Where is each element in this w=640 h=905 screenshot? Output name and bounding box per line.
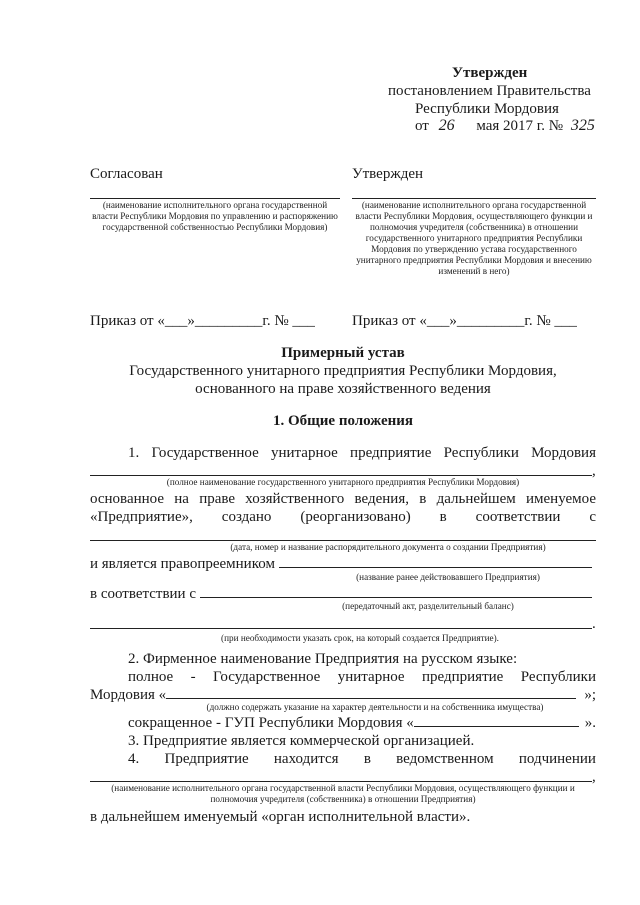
p1-note-3: (название ранее действовавшего Предприятия) <box>356 572 540 582</box>
p2-line2-word: - <box>190 669 196 685</box>
p4-word: в <box>363 751 371 767</box>
p1-comma: , <box>592 463 596 479</box>
p1-note-4: (передаточный акт, разделительный баланс) <box>342 601 514 611</box>
p2-line2-word: предприятие <box>422 669 504 685</box>
p1-line5-blank <box>200 597 592 598</box>
p3: 3. Предприятие является коммерческой организацией. <box>128 733 475 749</box>
approval-line2: Республики Мордовия <box>415 101 559 117</box>
p2-line4-prefix: сокращенное - ГУП Республики Мордовия « <box>128 715 414 731</box>
p1-line5-text: в соответствии с <box>90 586 196 602</box>
p1-line3-word: (реорганизовано) <box>300 509 411 525</box>
left-block-note: (наименование исполнительного органа государственной власти Республики Мордовия по управлению и распоряжению государственной собственностью Республики Мордовия) <box>92 200 338 232</box>
p2-line2-word: унитарное <box>337 669 405 685</box>
p2-line2 <box>128 668 596 686</box>
p2-line1: 2. Фирменное наименование Предприятия на русском языке: <box>128 651 518 667</box>
p1-line3-word: «Предприятие», <box>90 509 193 525</box>
right-block-title: Утвержден <box>352 166 424 182</box>
p1-note-5: (при необходимости указать срок, на который создается Предприятие). <box>221 633 499 643</box>
charter-subtitle-2: основанного на праве хозяйственного ведения <box>195 381 491 397</box>
p4-word: 4. <box>128 751 140 767</box>
p1-blank-line-2 <box>90 540 596 541</box>
p1-period: . <box>592 616 596 632</box>
p1-line1: 1. Государственное унитарное предприятие Республики Мордовия <box>128 445 596 461</box>
p2-line4 <box>128 714 596 732</box>
p2-line2-word: полное <box>128 669 174 685</box>
p1-line3 <box>90 508 596 526</box>
p4-comma: , <box>592 769 596 785</box>
approval-date-prefix: от <box>415 118 429 134</box>
left-block-line <box>90 198 340 199</box>
p4-line1 <box>128 750 596 768</box>
p1-line4-text: и является правопреемником <box>90 556 275 572</box>
p4-word: Предприятие <box>164 751 249 767</box>
approval-title: Утвержден <box>452 65 528 81</box>
p2-line4-suffix: ». <box>584 715 596 731</box>
p2-line3-suffix: »; <box>584 687 596 703</box>
p4-word: ведомственном <box>396 751 494 767</box>
right-block-line <box>352 198 596 199</box>
p2-line4-blank <box>414 726 579 727</box>
approval-date <box>415 117 595 135</box>
p1-line2: основанное на праве хозяйственного ведения, в дальнейшем именуемое <box>90 491 596 507</box>
charter-title: Примерный устав <box>281 345 405 361</box>
p2-line3-prefix: Мордовия « <box>90 687 167 703</box>
p4-word: находится <box>273 751 339 767</box>
p1-line4 <box>90 555 596 573</box>
right-block-note: (наименование исполнительного органа государственной власти Республики Мордовия, осуществляющего функции и полномочия учредителя (собственника) в отношении государственного унитарного предприятия Республики Мордовия по утверждению устава государственного унитарного предприятия Республики Мордовия и внесению изменений в него) <box>355 200 593 276</box>
p2-line2-word: Государственное <box>213 669 321 685</box>
right-block-order: Приказ от «___»_________г. № ___ <box>352 313 577 329</box>
p1-line3-word: создано <box>221 509 272 525</box>
p4-last: в дальнейшем именуемый «орган исполнительной власти». <box>90 809 471 825</box>
section-1-title: 1. Общие положения <box>272 413 414 429</box>
p1-blank-line-3 <box>90 628 592 629</box>
p4-word: подчинении <box>518 751 596 767</box>
p1-note-2: (дата, номер и название распорядительного документа о создании Предприятия) <box>230 542 546 552</box>
p1-note-1: (полное наименование государственного унитарного предприятия Республики Мордовия) <box>166 477 520 487</box>
approval-line1: постановлением Правительства <box>388 83 591 99</box>
p1-line3-word: соответствии <box>475 509 561 525</box>
p2-note: (должно содержать указание на характер деятельности и на собственника имущества) <box>206 702 544 712</box>
p4-note: (наименование исполнительного органа государственной власти Республики Мордовия, осуществляющего функции и полномочия учредителя (собственника) в отношении Предприятия) <box>111 783 575 804</box>
approval-day: 26 <box>438 117 455 134</box>
charter-subtitle-1: Государственного унитарного предприятия Республики Мордовия, <box>129 363 557 379</box>
p1-line4-blank <box>279 567 592 568</box>
p1-line3-word: в <box>439 509 447 525</box>
left-block-order: Приказ от «___»_________г. № ___ <box>90 313 315 329</box>
p1-blank-line-1 <box>90 475 592 476</box>
p2-line2-word: Республики <box>520 669 596 685</box>
p1-line3-word: с <box>589 509 596 525</box>
approval-number: 325 <box>570 117 595 134</box>
approval-month-year: мая 2017 г. № <box>476 118 564 134</box>
p2-line3-blank <box>166 698 576 699</box>
left-block-title: Согласован <box>90 166 163 182</box>
p4-blank-line <box>90 781 592 782</box>
